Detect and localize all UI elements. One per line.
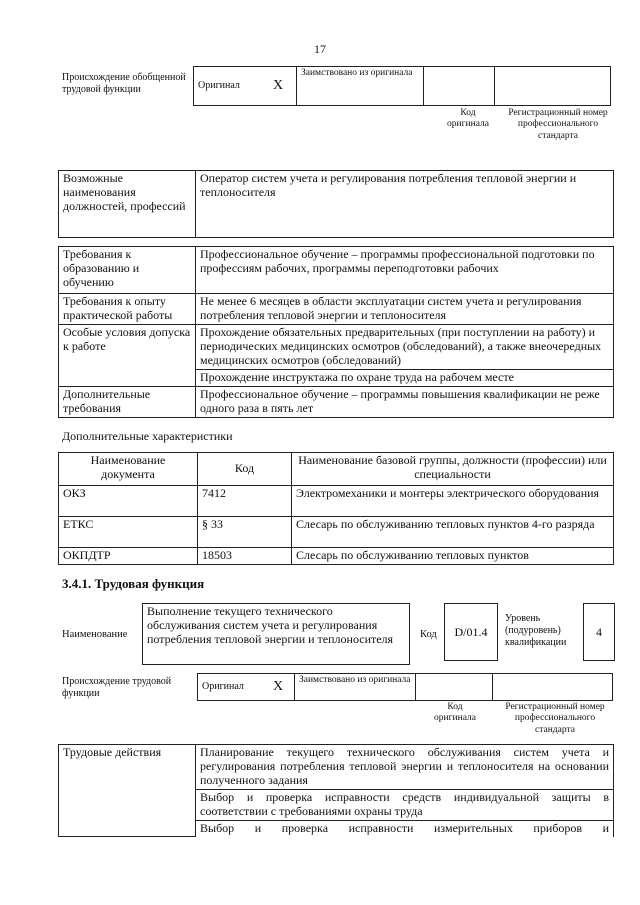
req-education-value: Профессиональное обучение – программы профессиональной подготовки по профессиям рабочих, программы переподготовки рабочих (196, 247, 614, 294)
action-item: Выбор и проверка исправности измерительных приборов и (196, 821, 614, 837)
function-name-label: Наименование (62, 629, 128, 640)
original-mark-2: X (262, 674, 295, 701)
original-code-cell (424, 67, 495, 106)
positions-value: Оператор систем учета и регулирования потребления тепловой энергии и теплоносителя (196, 171, 614, 238)
positions-table (58, 170, 614, 238)
origin-label: Происхождение обобщенной трудовой функции (62, 72, 186, 95)
table-row (59, 548, 614, 565)
table-row (59, 486, 614, 517)
code-caption: Код оригинала (447, 108, 489, 130)
req-admission-value-2: Прохождение инструктажа по охране труда на рабочем месте (196, 370, 614, 387)
actions-label: Трудовые действия (59, 745, 196, 837)
reg-number-cell (495, 67, 611, 106)
section-title: 3.4.1. Трудовая функция (62, 576, 205, 591)
reg-caption: Регистрационный номер профессионального стандарта (508, 108, 608, 141)
action-item: Выбор и проверка исправности средств индивидуальной защиты в соответствии с требованиями охраны труда (196, 790, 614, 821)
extra-header-name: Наименование базовой группы, должности (профессии) или специальности (292, 453, 614, 486)
function-name-value: Выполнение текущего технического обслуживания систем учета и регулирования потребления тепловой энергии и теплоносителя (142, 603, 410, 665)
extra-name-cell: Слесарь по обслуживанию тепловых пунктов (292, 548, 614, 565)
page-number: 17 (314, 42, 326, 56)
original-code-cell-2 (416, 674, 493, 701)
req-additional-label: Дополнительные требования (59, 386, 196, 417)
extra-name-cell: Слесарь по обслуживанию тепловых пунктов 4-го разряда (292, 517, 614, 548)
function-code-label: Код (420, 629, 437, 640)
extra-name-cell: Электромеханики и монтеры электрического оборудования (292, 486, 614, 517)
req-admission-value-1: Прохождение обязательных предварительных (при поступлении на работу) и периодических медицинских осмотров (обследований), а также внеочередных медицинских осмотров (обследований) (196, 325, 614, 370)
original-label-2: Оригинал (198, 674, 263, 701)
req-admission-label: Особые условия допуска к работе (59, 325, 196, 387)
origin-label-2: Происхождение трудовой функции (62, 676, 172, 699)
extra-doc-cell: ОКПДТР (59, 548, 198, 565)
borrowed-label: Заимствовано из оригинала (297, 67, 424, 106)
req-experience-label: Требования к опыту практической работы (59, 294, 196, 325)
origin-table (193, 66, 611, 106)
reg-caption-2: Регистрационный номер профессионального стандарта (505, 702, 605, 735)
code-caption-2: Код оригинала (434, 702, 476, 724)
function-level-value: 4 (583, 603, 615, 661)
origin-table-2 (197, 673, 613, 701)
function-code-value: D/01.4 (444, 603, 498, 661)
req-education-label: Требования к образованию и обучению (59, 247, 196, 294)
extra-code-cell: § 33 (198, 517, 292, 548)
actions-table (58, 744, 614, 837)
original-mark: X (260, 67, 297, 106)
extra-header-doc: Наименование документа (59, 453, 198, 486)
extra-doc-cell: ОКЗ (59, 486, 198, 517)
extra-code-cell: 7412 (198, 486, 292, 517)
borrowed-label-2: Заимствовано из оригинала (295, 674, 416, 701)
extra-code-cell: 18503 (198, 548, 292, 565)
req-experience-value: Не менее 6 месяцев в области эксплуатации систем учета и регулирования потребления тепловой энергии и теплоносителя (196, 294, 614, 325)
reg-number-cell-2 (493, 674, 613, 701)
extra-header-code: Код (198, 453, 292, 486)
requirements-table (58, 246, 614, 418)
extra-title: Дополнительные характеристики (62, 429, 233, 443)
function-level-label: Уровень (подуровень) квалификации (505, 613, 567, 648)
extra-table (58, 452, 614, 565)
table-row (59, 517, 614, 548)
positions-label: Возможные наименования должностей, профессий (59, 171, 196, 238)
req-additional-value: Профессиональное обучение – программы повышения квалификации не реже одного раза в пять лет (196, 386, 614, 417)
original-label: Оригинал (194, 67, 261, 106)
extra-doc-cell: ЕТКС (59, 517, 198, 548)
action-item: Планирование текущего технического обслуживания систем учета и регулирования потребления тепловой энергии и теплоносителя на основании полученного задания (196, 745, 614, 790)
